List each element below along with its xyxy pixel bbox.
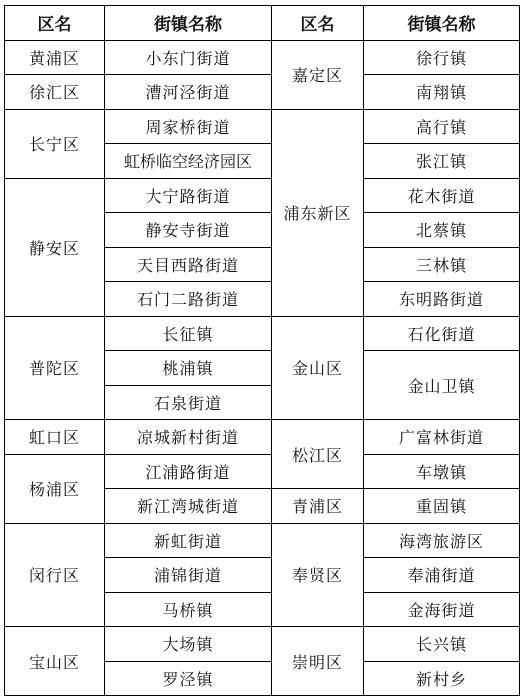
street-cell: 桃浦镇 <box>105 351 272 386</box>
district-cell: 静安区 <box>5 178 105 316</box>
street-cell: 大宁路街道 <box>105 178 272 213</box>
table-row <box>5 454 520 489</box>
table-row <box>5 627 520 662</box>
street-cell: 石泉街道 <box>105 385 272 420</box>
street-cell: 南翔镇 <box>364 75 520 110</box>
street-cell: 天目西路街道 <box>105 247 272 282</box>
street-cell: 江浦路街道 <box>105 454 272 489</box>
district-cell: 普陀区 <box>5 316 105 420</box>
district-cell: 浦东新区 <box>272 109 364 316</box>
street-cell: 浦锦街道 <box>105 558 272 593</box>
district-cell: 松江区 <box>272 420 364 489</box>
street-cell: 金山卫镇 <box>364 351 520 420</box>
street-cell: 花木街道 <box>364 178 520 213</box>
street-cell: 石门二路街道 <box>105 282 272 317</box>
street-cell: 重固镇 <box>364 489 520 524</box>
table-row <box>5 420 520 455</box>
district-cell: 黄浦区 <box>5 40 105 75</box>
street-cell: 广富林街道 <box>364 420 520 455</box>
street-cell: 新虹街道 <box>105 523 272 558</box>
street-cell: 北蔡镇 <box>364 213 520 248</box>
street-cell: 车墩镇 <box>364 454 520 489</box>
street-cell: 罗泾镇 <box>105 661 272 696</box>
street-cell: 大场镇 <box>105 627 272 662</box>
district-cell: 闵行区 <box>5 523 105 627</box>
header-street-right: 街镇名称 <box>364 6 520 41</box>
table-row <box>5 316 520 351</box>
street-cell: 长征镇 <box>105 316 272 351</box>
table-row <box>5 40 520 75</box>
district-cell: 长宁区 <box>5 109 105 178</box>
street-cell: 三林镇 <box>364 247 520 282</box>
street-cell: 长兴镇 <box>364 627 520 662</box>
district-cell: 崇明区 <box>272 627 364 696</box>
street-cell: 石化街道 <box>364 316 520 351</box>
street-cell: 新江湾城街道 <box>105 489 272 524</box>
district-cell: 嘉定区 <box>272 40 364 109</box>
street-cell: 马桥镇 <box>105 592 272 627</box>
district-cell: 杨浦区 <box>5 454 105 523</box>
table-row <box>5 109 520 144</box>
district-cell: 徐汇区 <box>5 75 105 110</box>
table-header-row <box>5 6 520 41</box>
street-cell: 新村乡 <box>364 661 520 696</box>
district-cell: 青浦区 <box>272 489 364 524</box>
street-cell: 海湾旅游区 <box>364 523 520 558</box>
table-row <box>5 523 520 558</box>
header-district-left: 区名 <box>5 6 105 41</box>
header-district-right: 区名 <box>272 6 364 41</box>
street-cell: 虹桥临空经济园区 <box>105 144 272 179</box>
street-cell: 周家桥街道 <box>105 109 272 144</box>
street-cell: 小东门街道 <box>105 40 272 75</box>
street-cell: 金海街道 <box>364 592 520 627</box>
street-cell: 张江镇 <box>364 144 520 179</box>
street-cell: 漕河泾街道 <box>105 75 272 110</box>
street-cell: 凉城新村街道 <box>105 420 272 455</box>
street-cell: 徐行镇 <box>364 40 520 75</box>
district-cell: 金山区 <box>272 316 364 420</box>
street-cell: 东明路街道 <box>364 282 520 317</box>
table-row <box>5 178 520 213</box>
district-cell: 宝山区 <box>5 627 105 696</box>
district-cell: 虹口区 <box>5 420 105 455</box>
header-street-left: 街镇名称 <box>105 6 272 41</box>
street-cell: 静安寺街道 <box>105 213 272 248</box>
district-street-table <box>4 5 520 696</box>
table-row <box>5 75 520 110</box>
street-cell: 奉浦街道 <box>364 558 520 593</box>
district-cell: 奉贤区 <box>272 523 364 627</box>
street-cell: 高行镇 <box>364 109 520 144</box>
